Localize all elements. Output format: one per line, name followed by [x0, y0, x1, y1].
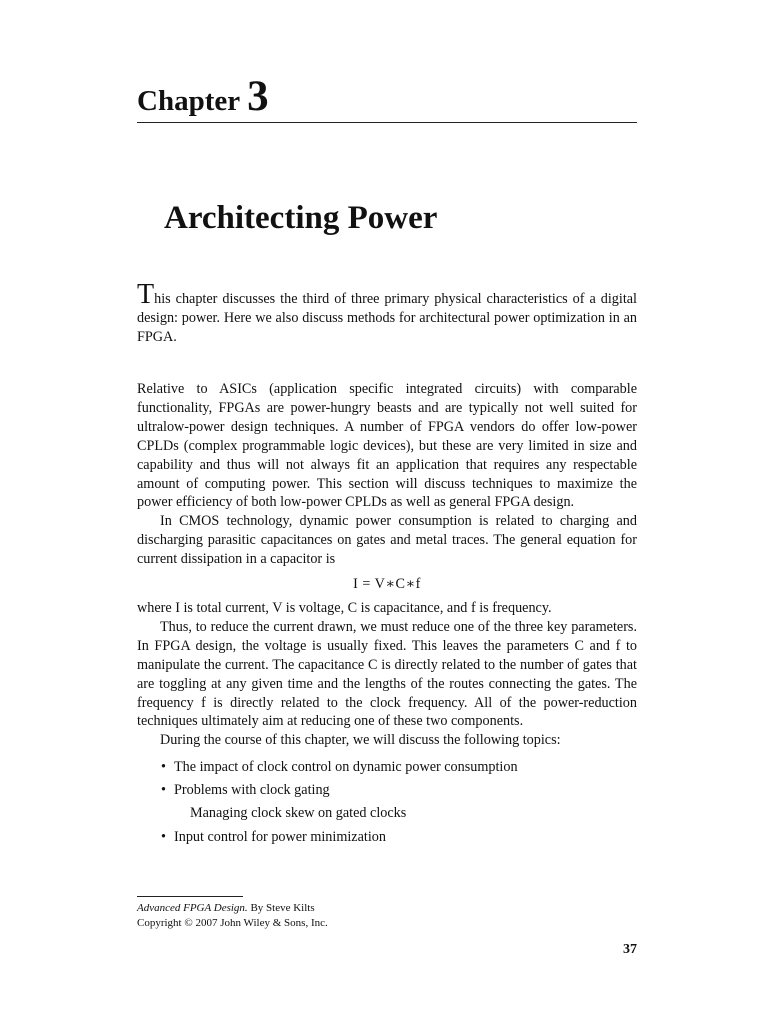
list-item: [137, 758, 637, 777]
chapter-label: Chapter: [137, 85, 241, 117]
book-author: By Steve Kilts: [247, 902, 315, 914]
list-subitem: [137, 804, 637, 823]
page-number: 37: [623, 942, 637, 957]
chapter-title: Architecting Power: [164, 200, 438, 236]
bullet-icon: •: [161, 759, 166, 776]
list-item-text: Managing clock skew on gated clocks: [190, 805, 407, 822]
copyright-line: Copyright © 2007 John Wiley & Sons, Inc.: [137, 917, 328, 929]
chapter-divider: [137, 122, 637, 123]
paragraph-cmos: In CMOS technology, dynamic power consumption is related to charging and discharging parasitic capacitances on gates and metal traces. The general equation for current dissipation in a capacitor is: [137, 513, 637, 568]
bullet-icon: •: [161, 828, 166, 845]
paragraph-topics-intro: During the course of this chapter, we will discuss the following topics:: [160, 732, 561, 749]
chapter-number: 3: [247, 73, 269, 120]
topics-list: [137, 758, 637, 846]
list-item-text: Input control for power minimization: [174, 828, 386, 845]
list-item: [137, 781, 637, 800]
drop-cap: T: [137, 279, 155, 310]
list-item-text: The impact of clock control on dynamic power consumption: [174, 759, 518, 776]
paragraph-variables: where I is total current, V is voltage, C is capacitance, and f is frequency.: [137, 599, 552, 616]
list-item-text: Problems with clock gating: [174, 782, 330, 799]
intro-paragraph: [137, 279, 637, 347]
footnote-source: [137, 901, 328, 916]
book-title: Advanced FPGA Design.: [137, 902, 248, 914]
footnote: [137, 901, 328, 931]
bullet-icon: •: [161, 782, 166, 799]
body-text: [137, 380, 637, 851]
intro-text: his chapter discusses the third of three primary physical characteristics of a digital design: power. Here we also discuss methods for architectural power optimization in an FPGA.: [137, 291, 637, 345]
current-equation: I = V∗C∗f: [353, 576, 421, 593]
paragraph-reduce: Thus, to reduce the current drawn, we must reduce one of the three key parameters. In FPGA design, the voltage is usually fixed. This leaves the parameters C and f to manipulate the current. The capacitance C is directly related to the number of gates that are toggling at any given time and the lengths of the routes connecting the gates. The frequency f is directly related to the clock frequency. All of the power-reduction techniques ultimately aim at reducing one of these two components.: [137, 618, 637, 730]
footnote-divider: [137, 896, 243, 897]
chapter-heading: [137, 72, 637, 121]
list-item: [137, 828, 637, 847]
paragraph-asics: Relative to ASICs (application specific integrated circuits) with comparable functionality, FPGAs are power-hungry beasts and are typically not well suited for ultralow-power design techniques. A number of FPGA vendors do offer low-power CPLDs (complex programmable logic devices), but these are very limited in size and capability and thus will not always fit an application that requires any respectable amount of computing power. This section will discuss techniques to maximize the power efficiency of both low-power CPLDs as well as general FPGA design.: [137, 381, 637, 511]
